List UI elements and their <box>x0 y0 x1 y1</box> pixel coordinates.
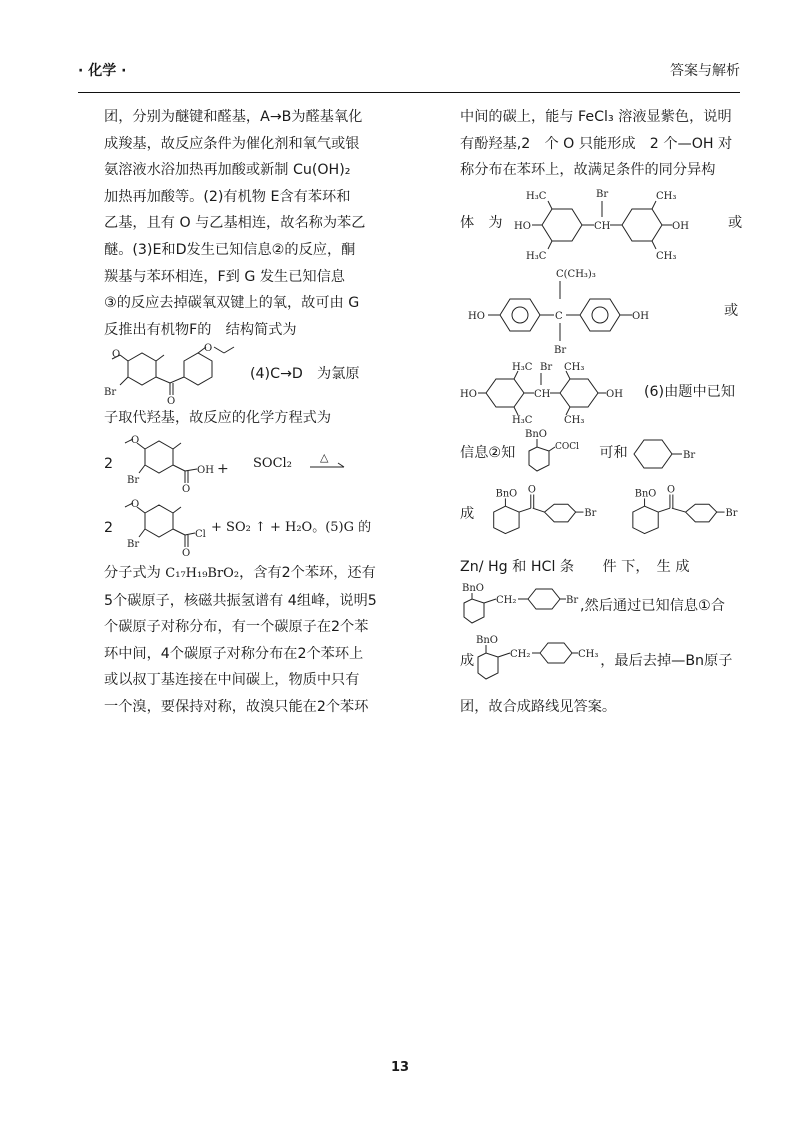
structure-bromobenzene <box>628 434 704 474</box>
struct-label: Br <box>127 538 140 550</box>
text-line: 醚。(3)E和D发生已知信息②的反应，酮 <box>104 241 356 258</box>
struct-label: O <box>112 349 121 361</box>
structure-F-row <box>98 343 394 405</box>
struct-label: H₃C <box>526 250 547 262</box>
left-column <box>104 104 394 721</box>
struct-label: Br <box>682 449 695 461</box>
info2-mid: 可和 <box>599 445 628 462</box>
text-line: 成羧基，故反应条件为催化剂和氧气或银 <box>104 135 360 152</box>
struct-label: CH <box>534 388 551 400</box>
struct-label: CH₂ <box>496 595 517 607</box>
text-after-F: (4)C→D 为氯原 <box>250 366 360 383</box>
isomer-prefix: 体 为 <box>460 215 503 232</box>
text-line: 5个碳原子，核磁共振氢谱有 4组峰，说明5 <box>104 592 377 609</box>
struct-label: O <box>167 396 176 406</box>
struct-label: O <box>131 498 140 510</box>
text-line: 子取代羟基，故反应的化学方程式为 <box>104 410 332 427</box>
struct-label: HO <box>460 388 477 400</box>
struct-label: HO <box>514 220 531 232</box>
structure-ketone-2 <box>627 484 752 546</box>
struct-label: OH <box>197 464 214 476</box>
struct-label: BnO <box>525 428 548 440</box>
struct-label: Br <box>584 507 597 519</box>
struct-label: HO <box>468 310 485 322</box>
structure-ketone-1 <box>482 484 607 546</box>
struct-label: O <box>528 484 537 496</box>
text-after-ch2: ,然后通过已知信息①合 <box>580 598 725 615</box>
struct-label: BnO <box>495 488 518 500</box>
struct-label: C(CH₃)₃ <box>556 268 596 280</box>
text-line <box>104 560 394 588</box>
struct-label: O <box>182 547 191 559</box>
text-line: 环中间，4个碳原子对称分布在2个苯环上 <box>104 645 364 662</box>
structure-C-acid <box>117 433 237 495</box>
ketone-row <box>460 482 752 548</box>
structure-D-acyl-chloride <box>117 497 211 559</box>
struct-label: Br <box>127 474 140 486</box>
struct-label: O <box>667 484 676 496</box>
info2-row <box>460 426 752 482</box>
page-number: 13 <box>390 1060 410 1075</box>
info2-prefix: 信息②知 <box>460 445 516 462</box>
text-line: Zn/ Hg 和 HCl 条 件 下， 生 成 <box>460 558 690 575</box>
eq-coefficient: 2 <box>104 519 114 536</box>
text-after-isomer3: (6)由题中已知 <box>644 384 736 401</box>
structure-bno-benzyl-bromobenzene <box>460 581 584 631</box>
text-line: 中间的碳上，能与 FeCl₃ 溶液显紫色，说明 <box>460 109 732 125</box>
struct-label: Br <box>566 595 579 607</box>
molecular-formula: C₁₇H₁₉BrO₂ <box>165 565 240 581</box>
formula-suffix: ，含有2个苯环，还有 <box>239 564 376 581</box>
text-line: 称分布在苯环上，故满足条件的同分异构 <box>460 162 716 179</box>
struct-label: C <box>555 310 563 322</box>
struct-label: Br <box>104 387 117 399</box>
struct-label: Br <box>554 344 567 356</box>
header-section: 答案与解析 <box>670 63 740 79</box>
structure-bno-benzoyl-chloride <box>515 427 599 481</box>
structure-bno-benzyl-toluene <box>474 633 598 689</box>
header-rule <box>78 92 740 93</box>
header-subject: · 化学 · <box>78 63 127 79</box>
structure-F <box>98 343 258 405</box>
isomer-1-row <box>460 184 752 264</box>
isomer-3-row <box>460 360 752 426</box>
struct-label: CH₃ <box>564 414 585 425</box>
struct-label: O <box>204 343 213 355</box>
plus-sign: + <box>217 460 229 477</box>
struct-label: Br <box>725 507 738 519</box>
text-line: 氨溶液水浴加热再加酸或新制 Cu(OH)₂ <box>104 162 351 179</box>
cheng-prefix: 成 <box>460 653 475 670</box>
or-word: 或 <box>724 303 739 320</box>
struct-label: CH₃ <box>656 250 677 262</box>
text-line: 或以叔丁基连接在中间碳上，物质中只有 <box>104 672 360 689</box>
eq-products-text: + SO₂ ↑ + H₂O。(5)G 的 <box>211 519 372 535</box>
ch3-row <box>460 632 752 690</box>
struct-label: BnO <box>634 488 657 500</box>
reaction-condition: △ <box>319 450 329 464</box>
text-after-ch3: ，最后去掉—Bn原子 <box>600 653 733 670</box>
form-prefix: 成 <box>460 506 475 523</box>
struct-label: OH <box>606 388 623 400</box>
right-column <box>460 104 752 721</box>
text-line: 团，分别为醚键和醛基，A→B为醛基氧化 <box>104 109 363 125</box>
text-line: 有酚羟基,2 个 O 只能形成 2 个—OH 对 <box>460 135 733 152</box>
struct-label: O <box>182 483 191 495</box>
struct-label: CH₃ <box>564 361 585 373</box>
struct-label: BnO <box>462 583 484 595</box>
ch2-row <box>460 580 752 632</box>
eq-coefficient: 2 <box>104 455 114 472</box>
struct-label: CH₃ <box>656 190 677 202</box>
struct-label: O <box>131 434 140 446</box>
equation-reactants <box>104 432 394 496</box>
struct-label: CH <box>594 220 611 232</box>
struct-label: Br <box>540 361 553 373</box>
reagent-socl2: SOCl₂ <box>253 455 292 471</box>
text-line: ③的反应去掉碳氧双键上的氧，故可由 G <box>104 295 360 312</box>
reaction-arrow <box>308 449 348 479</box>
struct-label: COCl <box>555 441 580 452</box>
struct-label: OH <box>632 310 649 322</box>
struct-label: BnO <box>476 635 499 647</box>
text-line: 团，故合成路线见答案。 <box>460 699 617 716</box>
text-line: 加热再加酸等。(2)有机物 E含有苯环和 <box>104 188 351 205</box>
structure-isomer-2 <box>460 265 720 359</box>
struct-label: CH₂ <box>510 649 531 661</box>
text-line: 一个溴，要保持对称，故溴只能在2个苯环 <box>104 698 369 715</box>
struct-label: H₃C <box>526 190 547 202</box>
structure-isomer-1 <box>514 185 724 263</box>
equation-products <box>104 496 394 560</box>
isomer-2-row <box>460 264 752 360</box>
struct-label: Br <box>596 188 609 200</box>
text-line: 反推出有机物F的 结构简式为 <box>104 321 297 338</box>
struct-label: H₃C <box>512 361 533 373</box>
struct-label: CH₃ <box>578 649 599 661</box>
struct-label: H₃C <box>512 414 533 425</box>
text-line: 个碳原子对称分布，有一个碳原子在2个苯 <box>104 619 369 636</box>
structure-isomer-3 <box>460 361 660 425</box>
struct-label: Cl <box>195 528 206 540</box>
text-line: 羰基与苯环相连，F到 G 发生已知信息 <box>104 268 345 285</box>
text-line: 乙基，且有 O 与乙基相连，故名称为苯乙 <box>104 215 366 232</box>
struct-label: OH <box>672 220 689 232</box>
formula-prefix: 分子式为 <box>104 564 161 581</box>
or-word: 或 <box>728 215 743 232</box>
